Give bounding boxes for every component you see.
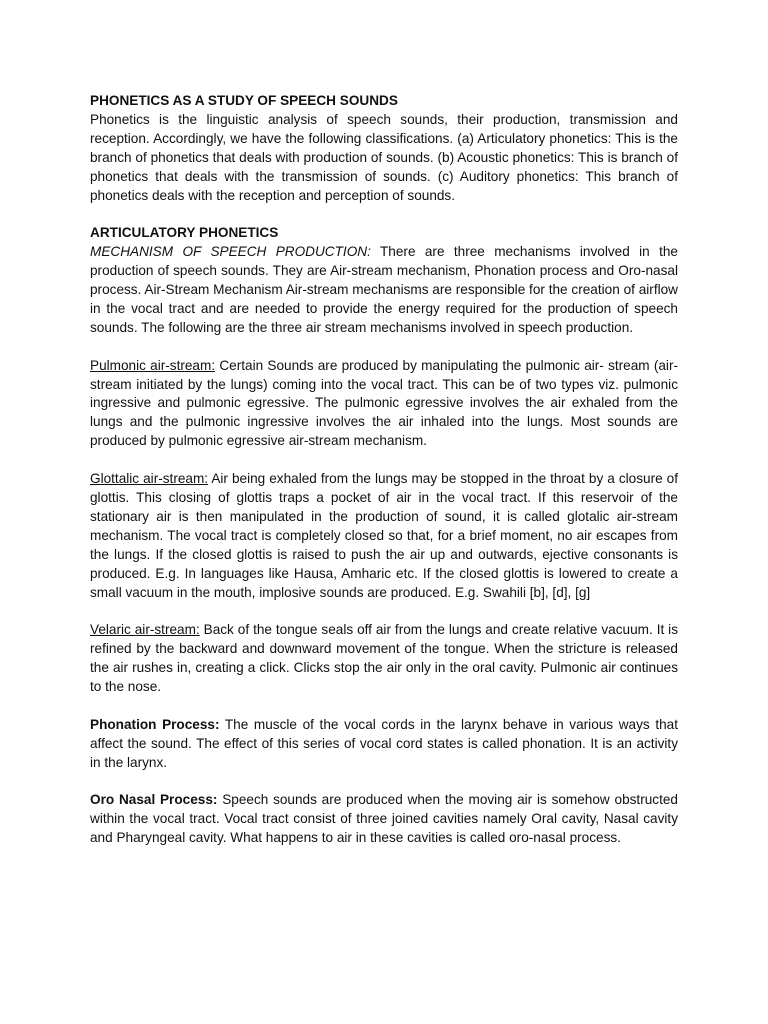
phonation-body: The muscle of the vocal cords in the larynx behave in various ways that affect the sound. The effect of this series of vocal cord states is called phonation. It is an activity in the larynx. [90,716,678,770]
phonetics-paragraph: Phonetics is the linguistic analysis of speech sounds, their production, transmission and reception. Accordingly, we have the following classifications. (a) Articulatory phonetics: This is the branch of phonetics that deals with production of sounds. (b) Acoustic phonetics: This is branch of phonetics that deals with the transmission of sounds. (c) Auditory phonetics: This branch of phonetics deals with the reception and perception of sounds. [90,111,678,203]
spacer [90,602,678,621]
glottalic-paragraph [90,470,678,602]
section-heading-articulatory: ARTICULATORY PHONETICS [90,225,279,241]
spacer [90,451,678,470]
phonation-label: Phonation Process: [90,716,220,732]
section-heading-phonetics: PHONETICS AS A STUDY OF SPEECH SOUNDS [90,93,398,108]
velaric-label: Velaric air-stream: [90,622,200,638]
spacer [90,697,678,716]
spacer [90,205,678,224]
oronasal-label: Oro Nasal Process: [90,792,218,808]
mechanism-body: There are three mechanisms involved in the production of speech sounds. They are Air-stream mechanism, Phonation process and Oro-nasal process. Air-Stream Mechanism Air-stream mechanisms are responsible for the creation of airflow in the vocal tract and are needed to provide the energy required for the production of speech sounds. The following are the three air stream mechanisms involved in speech production. [90,244,678,335]
oronasal-body: Speech sounds are produced when the moving air is somehow obstructed within the vocal tract. Vocal tract consist of three joined cavities namely Oral cavity, Nasal cavity and Pharyngeal cavity. What happens to air in these cavities is called oro-nasal process. [90,792,678,846]
document-page [90,92,678,848]
glottalic-body: Air being exhaled from the lungs may be stopped in the throat by a closure of glottis. This closing of glottis traps a pocket of air in the vocal tract. If this reservoir of the stationary air is then manipulated in the production of sound, it is called glotalic air-stream mechanism. The vocal tract is completely closed so that, for a brief moment, no air escapes from the lungs. If the closed glottis is raised to push the air up and outwards, ejective consonants is produced. E.g. In languages like Hausa, Amharic etc. If the closed glottis is lowered to create a small vacuum in the mouth, implosive sounds are produced. E.g. Swahili [b], [d], [g] [90,471,678,600]
spacer [90,338,678,357]
pulmonic-label: Pulmonic air-stream: [90,357,216,373]
velaric-paragraph [90,621,678,697]
mechanism-paragraph [90,243,678,338]
spacer [90,773,678,792]
phonation-paragraph [90,716,678,773]
oronasal-paragraph [90,791,678,848]
mechanism-lead: MECHANISM OF SPEECH PRODUCTION: [90,244,371,260]
pulmonic-paragraph [90,357,678,452]
velaric-body: Back of the tongue seals off air from the lungs and create relative vacuum. It is refined by the backward and downward movement of the tongue. When the stricture is released the air rushes in, creating a click. Clicks stop the air only in the oral cavity. Pulmonic air continues to the nose. [90,622,678,695]
glottalic-label: Glottalic air-stream: [90,471,209,487]
pulmonic-body: Certain Sounds are produced by manipulating the pulmonic air- stream (air-stream initiated by the lungs) coming into the vocal tract. This can be of two types viz. pulmonic ingressive and pulmonic egressive. The pulmonic egressive involves the air exhaled from the lungs and the pulmonic ingressive involves the air inhaled into the lungs. Most sounds are produced by pulmonic egressive air-stream mechanism. [90,357,679,449]
